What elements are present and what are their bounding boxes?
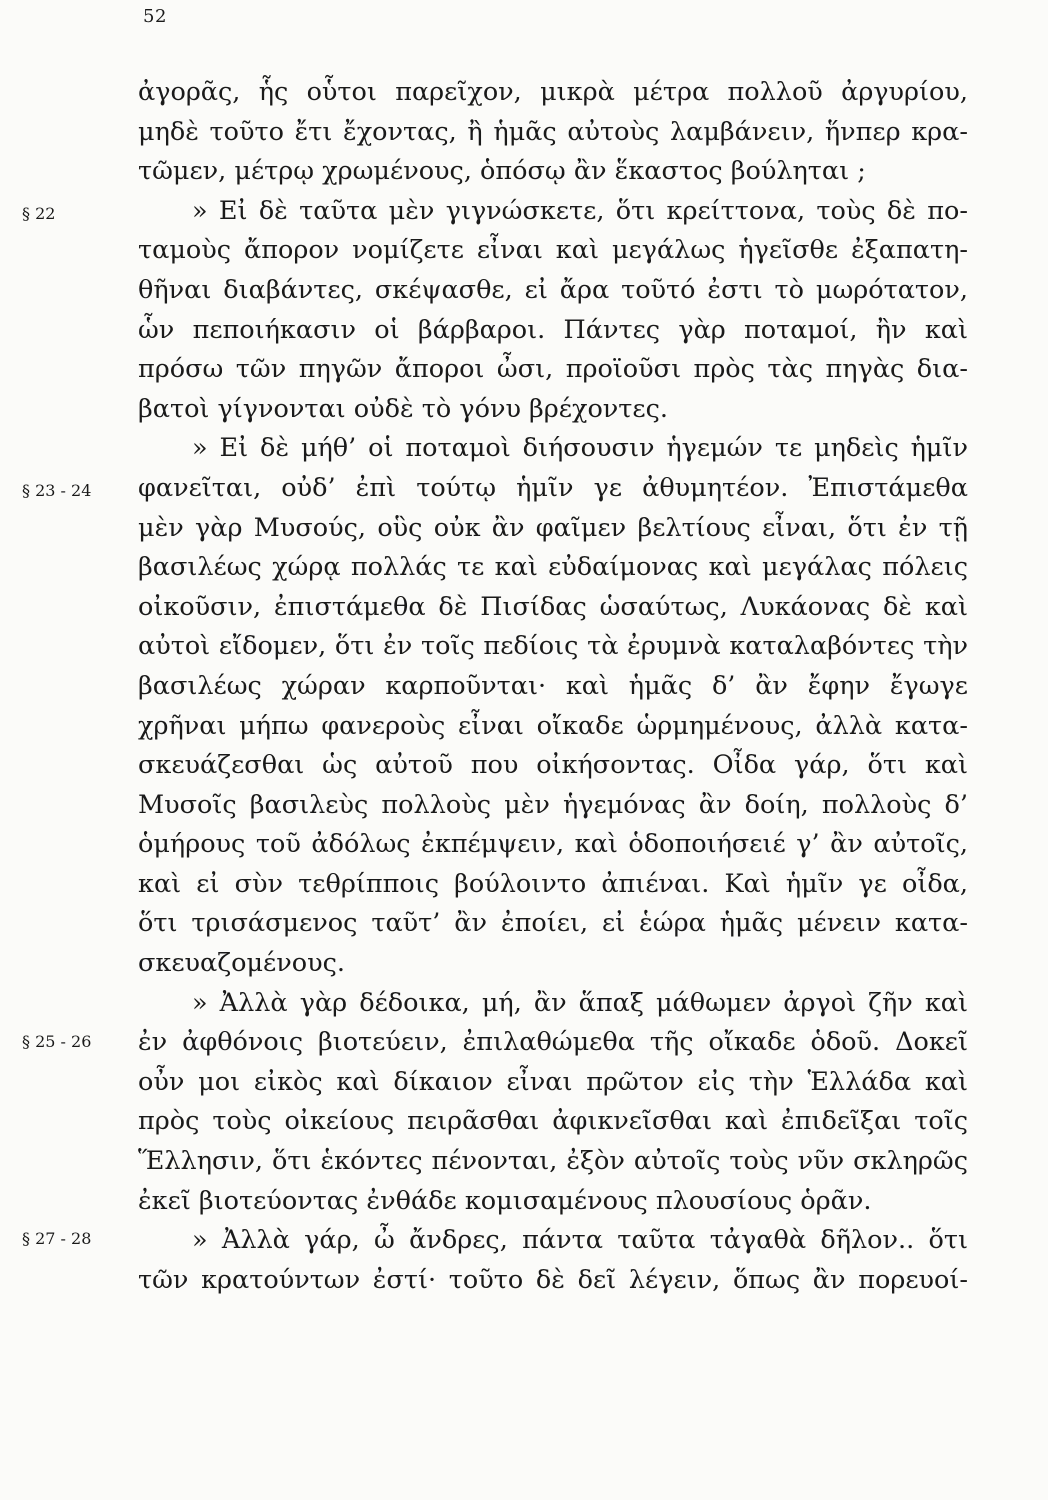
margin-note-section-25-26: § 25 - 26	[22, 1032, 92, 1051]
text-line: φανεῖται, οὐδ’ ἐπὶ τούτῳ ἡμῖν γε ἀθυμητέον. Ἐπιστάμεθα	[138, 472, 968, 503]
main-text	[138, 73, 968, 1300]
text-line: οὖν μοι εἰκὸς καὶ δίκαιον εἶναι πρῶτον εἰς τὴν Ἑλλάδα καὶ	[138, 1066, 968, 1097]
text-line: ταμοὺς ἄπορον νομίζετε εἶναι καὶ μεγάλως ἡγεῖσθε ἐξαπατη-	[138, 235, 968, 266]
text-line: βασιλέως χώραν καρποῦνται· καὶ ἡμᾶς δ’ ἂν ἔφην ἔγωγε	[138, 670, 968, 701]
text-line: οἰκοῦσιν, ἐπιστάμεθα δὲ Πισίδας ὡσαύτως, Λυκάονας δὲ καὶ	[138, 591, 968, 622]
text-line: ὅτι τρισάσμενος ταῦτ’ ἂν ἐποίει, εἰ ἑώρα ἡμᾶς μένειν κατα-	[138, 908, 968, 939]
text-line: αὐτοὶ εἴδομεν, ὅτι ἐν τοῖς πεδίοις τὰ ἐρυμνὰ καταλαβόντες τὴν	[138, 631, 968, 662]
margin-note-section-27-28: § 27 - 28	[22, 1229, 92, 1248]
text-line: ὁμήρους τοῦ ἀδόλως ἐκπέμψειν, καὶ ὁδοποιήσειέ γ’ ἂν αὐτοῖς,	[138, 829, 968, 860]
text-line: μὲν γὰρ Μυσούς, οὓς οὐκ ἂν φαῖμεν βελτίους εἶναι, ὅτι ἐν τῇ	[138, 512, 968, 543]
text-line: χρῆναι μήπω φανεροὺς εἶναι οἴκαδε ὡρμημένους, ἀλλὰ κατα-	[138, 710, 968, 741]
text-line: σκευαζομένους.	[138, 948, 345, 979]
margin-note-section-23-24: § 23 - 24	[22, 481, 92, 500]
text-line: μηδὲ τοῦτο ἔτι ἔχοντας, ἢ ἡμᾶς αὐτοὺς λαμβάνειν, ἥνπερ κρα-	[138, 116, 968, 147]
text-line: τῶμεν, μέτρῳ χρωμένους, ὁπόσῳ ἂν ἕκαστος βούληται ;	[138, 156, 866, 187]
paragraph-start-line: » Ἀλλὰ γὰρ δέδοικα, μή, ἂν ἅπαξ μάθωμεν ἀργοὶ ζῆν καὶ	[192, 987, 968, 1018]
paragraph-start-line: » Εἰ δὲ μήθ’ οἱ ποταμοὶ διήσουσιν ἡγεμών τε μηδεὶς ἡμῖν	[192, 433, 968, 464]
text-line: ὧν πεποιήκασιν οἱ βάρβαροι. Πάντες γὰρ ποταμοί, ἢν καὶ	[138, 314, 968, 345]
text-line: βασιλέως χώρᾳ πολλάς τε καὶ εὐδαίμονας καὶ μεγάλας πόλεις	[138, 552, 968, 583]
text-line: καὶ εἰ σὺν τεθρίπποις βούλοιντο ἀπιέναι. Καὶ ἡμῖν γε οἶδα,	[138, 868, 968, 899]
text-line: βατοὶ γίγνονται οὐδὲ τὸ γόνυ βρέχοντες.	[138, 393, 669, 424]
text-line: Μυσοῖς βασιλεὺς πολλοὺς μὲν ἡγεμόνας ἂν δοίη, πολλοὺς δ’	[138, 789, 968, 820]
margin-note-section-22: § 22	[22, 204, 56, 223]
paragraph-start-line: » Ἀλλὰ γάρ, ὦ ἄνδρες, πάντα ταῦτα τἀγαθὰ δῆλον.. ὅτι	[192, 1225, 968, 1256]
text-line: ἐν ἀφθόνοις βιοτεύειν, ἐπιλαθώμεθα τῆς οἴκαδε ὁδοῦ. Δοκεῖ	[138, 1027, 968, 1058]
text-line: ἀγορᾶς, ἧς οὗτοι παρεῖχον, μικρὰ μέτρα πολλοῦ ἀργυρίου,	[138, 77, 968, 107]
text-line: Ἕλλησιν, ὅτι ἑκόντες πένονται, ἐξὸν αὐτοῖς τοὺς νῦν σκληρῶς	[138, 1146, 968, 1177]
text-line: πρόσω τῶν πηγῶν ἄποροι ὦσι, προϊοῦσι πρὸς τὰς πηγὰς δια-	[138, 354, 968, 385]
text-line: πρὸς τοὺς οἰκείους πειρᾶσθαι ἀφικνεῖσθαι καὶ ἐπιδεῖξαι τοῖς	[138, 1106, 968, 1137]
text-line: ἐκεῖ βιοτεύοντας ἐνθάδε κομισαμένους πλουσίους ὁρᾶν.	[138, 1185, 872, 1216]
paragraph-start-line: » Εἰ δὲ ταῦτα μὲν γιγνώσκετε, ὅτι κρείττονα, τοὺς δὲ πο-	[192, 195, 968, 226]
text-line: θῆναι διαβάντες, σκέψασθε, εἰ ἄρα τοῦτό ἐστι τὸ μωρότατον,	[138, 274, 968, 305]
page-number: 52	[143, 6, 167, 27]
text-line: τῶν κρατούντων ἐστί· τοῦτο δὲ δεῖ λέγειν, ὅπως ἂν πορευοί-	[138, 1264, 968, 1295]
text-line: σκευάζεσθαι ὡς αὐτοῦ που οἰκήσοντας. Οἶδα γάρ, ὅτι καὶ	[138, 750, 968, 781]
